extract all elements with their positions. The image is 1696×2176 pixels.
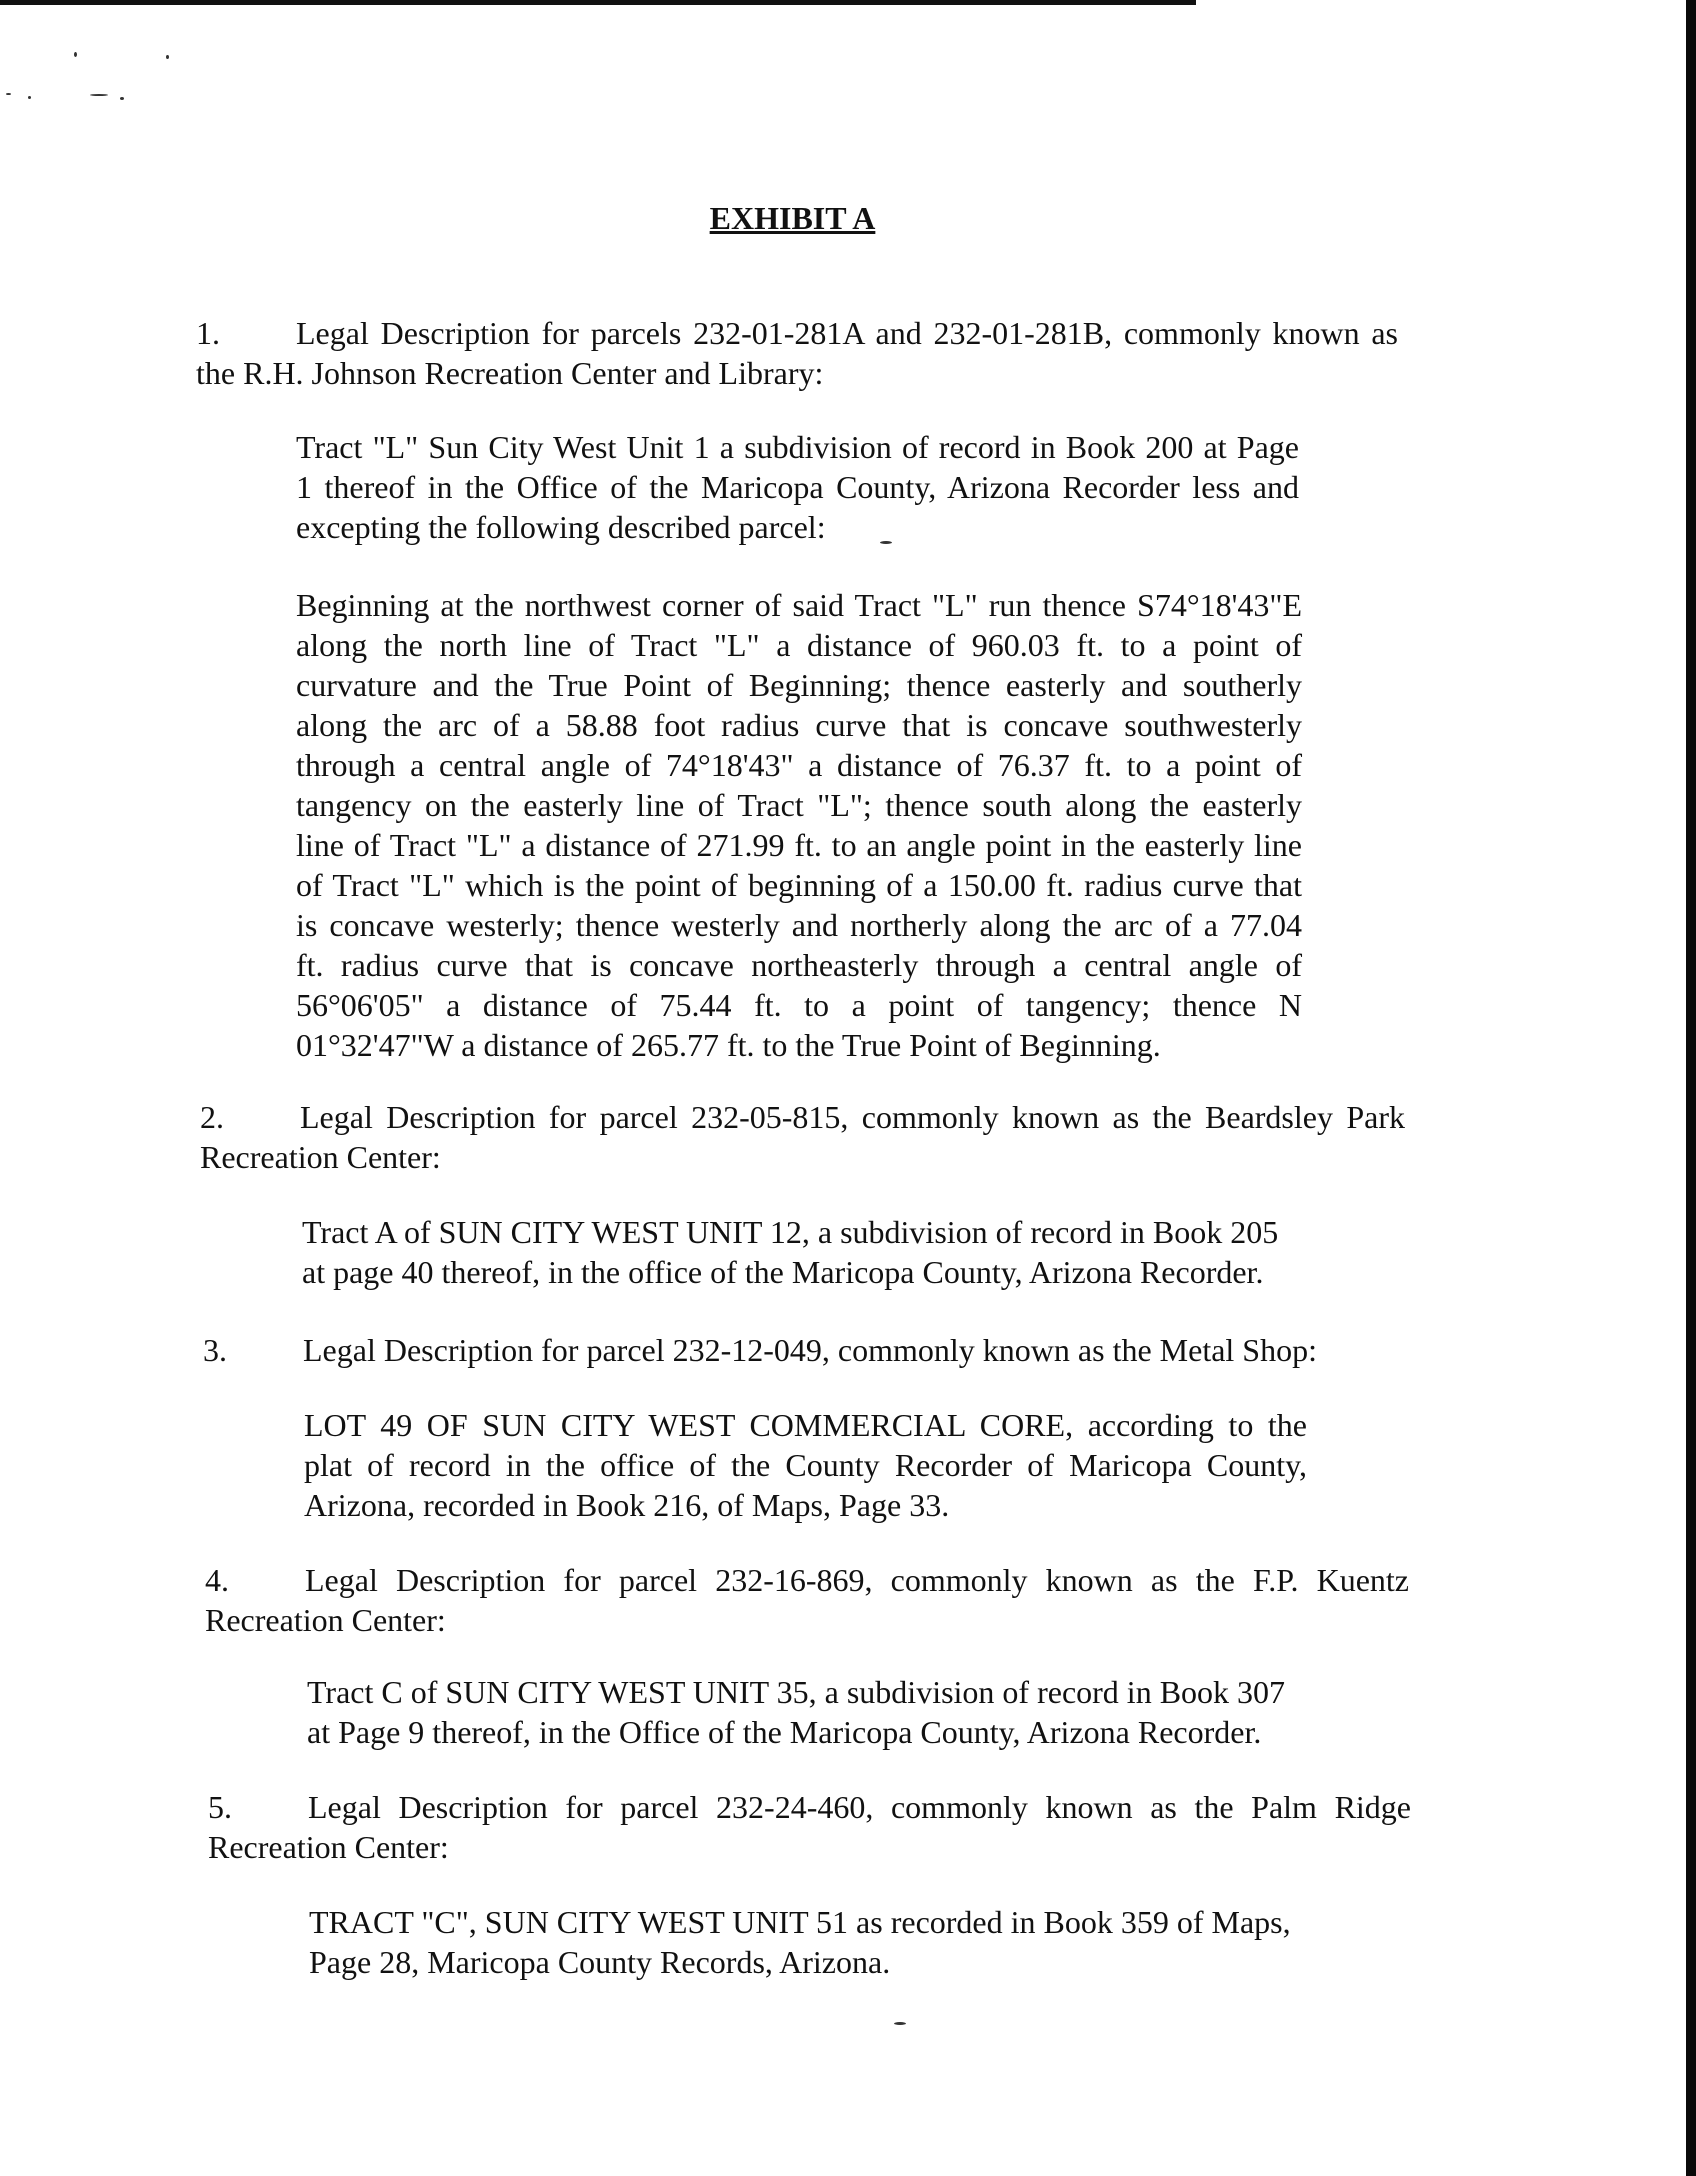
- paragraph-line: plat of record in the office of the County Recorder of Maricopa County,: [304, 1447, 1307, 1483]
- section-heading-line: Legal Description for parcel 232-16-869, commonly known as the F.P. Kuentz: [305, 1562, 1409, 1598]
- section-2-heading: [200, 1097, 1405, 1177]
- section-heading-line: Recreation Center:: [205, 1602, 446, 1638]
- paragraph-line: excepting the following described parcel:: [296, 509, 826, 545]
- section-number: 5.: [208, 1789, 232, 1825]
- section-3-paragraph: [304, 1405, 1307, 1525]
- paragraph-line: TRACT "C", SUN CITY WEST UNIT 51 as recorded in Book 359 of Maps,: [309, 1904, 1291, 1940]
- section-heading-line: Legal Description for parcel 232-24-460, commonly known as the Palm Ridge: [308, 1789, 1411, 1825]
- section-5-paragraph: [309, 1902, 1309, 1982]
- paragraph-line: ft. radius curve that is concave northeasterly through a central angle of: [296, 947, 1302, 983]
- section-heading-line: Legal Description for parcel 232-05-815, commonly known as the Beardsley Park: [300, 1099, 1405, 1135]
- paragraph-line: along the north line of Tract "L" a distance of 960.03 ft. to a point of: [296, 627, 1302, 663]
- section-heading-line: Recreation Center:: [200, 1139, 441, 1175]
- section-4-paragraph: [307, 1672, 1307, 1752]
- paragraph-line: Beginning at the northwest corner of said Tract "L" run thence S74°18'43"E: [296, 587, 1302, 623]
- paragraph-line: tangency on the easterly line of Tract "L"; thence south along the easterly: [296, 787, 1302, 823]
- section-2-paragraph: [302, 1212, 1302, 1292]
- paragraph-line: through a central angle of 74°18'43" a distance of 76.37 ft. to a point of: [296, 747, 1302, 783]
- section-1-paragraph-2: [296, 585, 1302, 1065]
- section-1-heading: [196, 313, 1398, 393]
- paragraph-line: curvature and the True Point of Beginning; thence easterly and southerly: [296, 667, 1302, 703]
- paragraph-line: at Page 9 thereof, in the Office of the Maricopa County, Arizona Recorder.: [307, 1714, 1262, 1750]
- paragraph-line: Arizona, recorded in Book 216, of Maps, Page 33.: [304, 1487, 950, 1523]
- paragraph-line: Tract C of SUN CITY WEST UNIT 35, a subdivision of record in Book 307: [307, 1674, 1286, 1710]
- paragraph-line: is concave westerly; thence westerly and northerly along the arc of a 77.04: [296, 907, 1302, 943]
- paragraph-line: along the arc of a 58.88 foot radius curve that is concave southwesterly: [296, 707, 1302, 743]
- paragraph-line: of Tract "L" which is the point of beginning of a 150.00 ft. radius curve that: [296, 867, 1302, 903]
- paragraph-line: line of Tract "L" a distance of 271.99 ft. to an angle point in the easterly line: [296, 827, 1302, 863]
- paragraph-line: at page 40 thereof, in the office of the Maricopa County, Arizona Recorder.: [302, 1254, 1264, 1290]
- paragraph-line: Tract "L" Sun City West Unit 1 a subdivision of record in Book 200 at Page: [296, 429, 1299, 465]
- section-heading-line: Recreation Center:: [208, 1829, 449, 1865]
- section-heading-line: the R.H. Johnson Recreation Center and Library:: [196, 355, 824, 391]
- paragraph-line: Tract A of SUN CITY WEST UNIT 12, a subdivision of record in Book 205: [302, 1214, 1279, 1250]
- section-3-heading: [203, 1330, 1403, 1370]
- paragraph-line: 01°32'47"W a distance of 265.77 ft. to the True Point of Beginning.: [296, 1027, 1161, 1063]
- section-4-heading: [205, 1560, 1409, 1640]
- paragraph-line: LOT 49 OF SUN CITY WEST COMMERCIAL CORE, according to the: [304, 1407, 1307, 1443]
- section-1-paragraph-1: [296, 427, 1299, 547]
- section-number: 4.: [205, 1562, 229, 1598]
- document-title: EXHIBIT A: [709, 200, 876, 236]
- section-heading-line: Legal Description for parcels 232-01-281A and 232-01-281B, commonly known as: [296, 315, 1398, 351]
- section-number: 1.: [196, 315, 220, 351]
- section-5-heading: [208, 1787, 1411, 1867]
- paragraph-line: Page 28, Maricopa County Records, Arizona.: [309, 1944, 891, 1980]
- section-number: 2.: [200, 1099, 224, 1135]
- section-number: 3.: [203, 1332, 227, 1368]
- paragraph-line: 1 thereof in the Office of the Maricopa County, Arizona Recorder less and: [296, 469, 1299, 505]
- paragraph-line: 56°06'05" a distance of 75.44 ft. to a point of tangency; thence N: [296, 987, 1302, 1023]
- section-heading-line: Legal Description for parcel 232-12-049, commonly known as the Metal Shop:: [303, 1332, 1317, 1368]
